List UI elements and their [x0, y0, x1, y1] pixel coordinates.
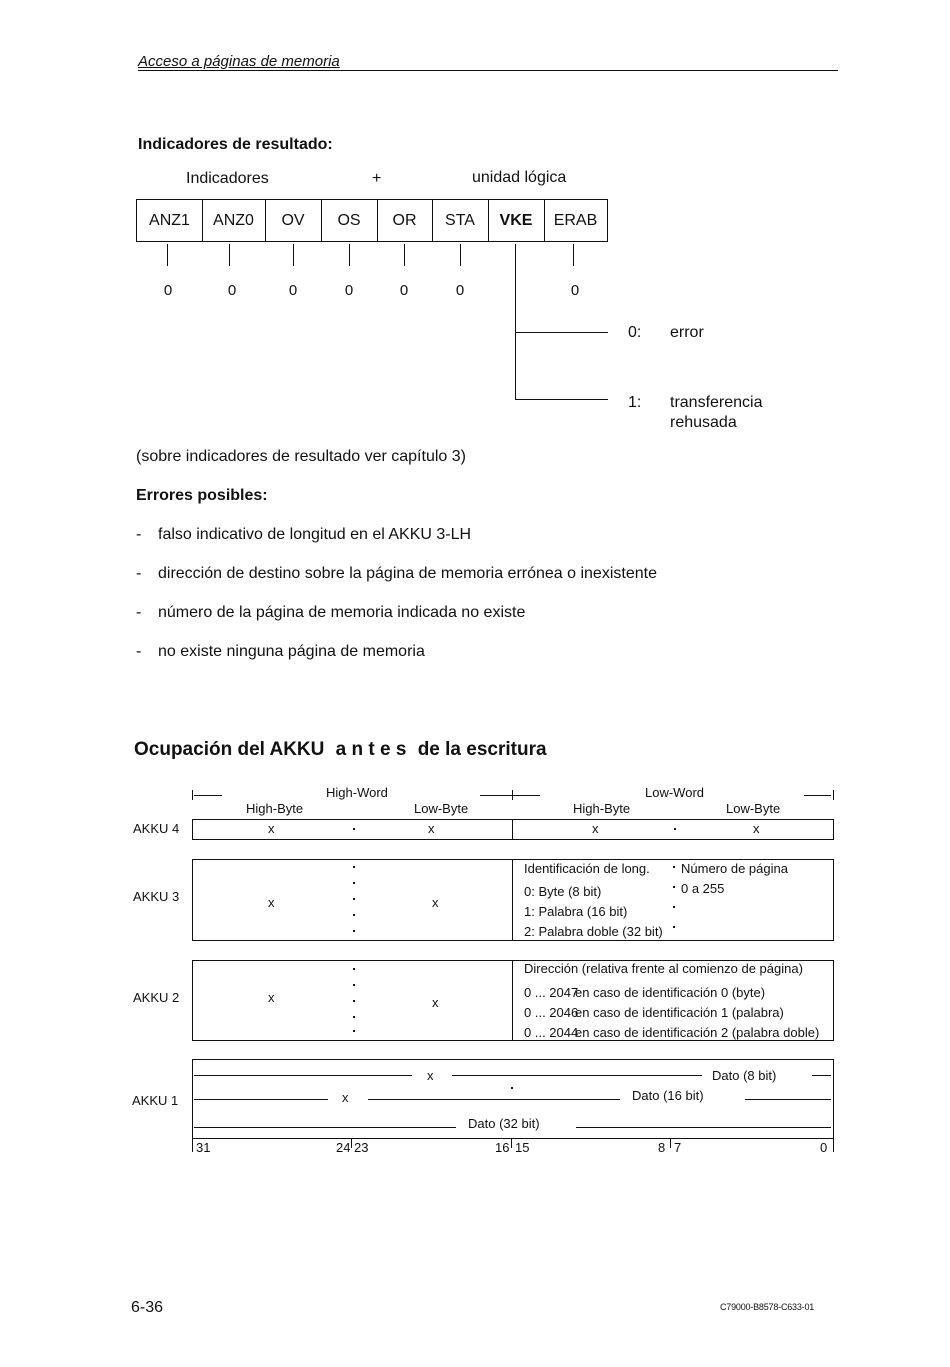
- flag-value: 0: [455, 282, 465, 299]
- bit-tick: [670, 1139, 671, 1148]
- byte-divider-dot: [353, 882, 355, 884]
- vke-branch-1: [515, 399, 608, 400]
- flag-sta: STA: [432, 199, 489, 242]
- flag-value: 0: [344, 282, 354, 299]
- address-range: 0 ... 2047: [524, 985, 579, 1000]
- akku-heading-part1: Ocupación del AKKU: [134, 739, 325, 760]
- akku-heading-part2: de la escritura: [417, 739, 547, 760]
- akku1-row2-line: [194, 1099, 328, 1100]
- address-desc: en caso de identificación 1 (palabra): [575, 1005, 784, 1020]
- flag-anz0: ANZ0: [202, 199, 266, 242]
- low-byte-label: Low-Byte: [414, 801, 469, 816]
- akku1-row2-x: x: [342, 1090, 349, 1105]
- akku1-row3-label: Dato (32 bit): [468, 1116, 540, 1131]
- byte-divider-dot: [353, 828, 355, 830]
- byte-divider-dot: [674, 828, 676, 830]
- header-rule: [138, 70, 838, 71]
- error-item-text: dirección de destino sobre la página de memoria errónea o inexistente: [158, 565, 657, 582]
- byte-divider-dot: [673, 866, 675, 868]
- ident-item: 2: Palabra doble (32 bit): [524, 924, 663, 939]
- low-byte-label: Low-Byte: [726, 801, 781, 816]
- akku1-row3-line: [194, 1127, 456, 1128]
- vke-state-0-text: error: [670, 324, 704, 341]
- akku2-cell: x: [268, 990, 275, 1005]
- bullet-dash: -: [136, 604, 142, 621]
- flag-value: 0: [570, 282, 580, 299]
- bullet-dash: -: [136, 643, 142, 660]
- akku4-cell: x: [592, 821, 599, 836]
- flags-group-right: unidad lógica: [472, 169, 567, 186]
- flag-value: 0: [399, 282, 409, 299]
- bit-position: 0: [820, 1140, 828, 1155]
- error-item-text: número de la página de memoria indicada no existe: [158, 604, 526, 621]
- bit-position: 23: [354, 1140, 369, 1155]
- akku4-cell: x: [428, 821, 435, 836]
- byte-divider-dot: [353, 866, 355, 868]
- flag-or: OR: [377, 199, 433, 242]
- akku1-row1-line: [194, 1075, 412, 1076]
- bit-position: 8: [658, 1140, 666, 1155]
- flag-tick: [349, 244, 350, 266]
- byte-divider-dot: [353, 914, 355, 916]
- bullet-dash: -: [136, 526, 142, 543]
- bit-position: 16: [495, 1140, 510, 1155]
- vke-state-0-code: 0:: [628, 324, 642, 341]
- akku4-cell: x: [268, 821, 275, 836]
- flag-tick: [404, 244, 405, 266]
- word-bracket-mid: [512, 790, 513, 800]
- ident-title: Identificación de long.: [524, 861, 650, 876]
- bit-tick: [833, 1139, 834, 1152]
- word-arrow: [480, 795, 540, 796]
- bit-position: 15: [515, 1140, 530, 1155]
- akku1-label: AKKU 1: [132, 1093, 179, 1108]
- address-title: Dirección (relativa frente al comienzo de página): [524, 961, 803, 976]
- running-header: Acceso a páginas de memoria: [138, 53, 340, 70]
- akku4-cell: x: [753, 821, 760, 836]
- flag-value: 0: [288, 282, 298, 299]
- byte-divider-dot: [353, 1016, 355, 1018]
- flags-plus: +: [372, 170, 382, 187]
- flag-ov: OV: [265, 199, 322, 242]
- byte-divider-dot: [673, 926, 675, 928]
- akku3-cell: x: [432, 895, 439, 910]
- address-desc: en caso de identificación 2 (palabra doble): [575, 1025, 820, 1040]
- bit-position: 24: [336, 1140, 351, 1155]
- high-byte-label: High-Byte: [573, 801, 631, 816]
- low-word-label: Low-Word: [645, 785, 705, 800]
- word-arrow: [804, 795, 831, 796]
- vke-branch-0: [515, 332, 608, 333]
- flag-anz1: ANZ1: [137, 199, 203, 242]
- ident-item: 0: Byte (8 bit): [524, 884, 602, 899]
- word-bracket-left: [192, 790, 193, 800]
- byte-divider-dot: [353, 984, 355, 986]
- bit-tick: [511, 1139, 512, 1148]
- akku1-row2-label: Dato (16 bit): [632, 1088, 704, 1103]
- akku1-row3-line: [576, 1127, 831, 1128]
- akku3-word-divider: [512, 859, 513, 941]
- address-desc: en caso de identificación 0 (byte): [575, 985, 766, 1000]
- akku4-word-divider: [512, 819, 513, 840]
- akku-heading-spaced: a n t e s: [335, 739, 407, 760]
- akku1-row1-line: [452, 1075, 702, 1076]
- akku2-cell: x: [432, 995, 439, 1010]
- byte-divider-dot: [511, 1087, 513, 1089]
- byte-divider-dot: [673, 886, 675, 888]
- high-byte-label: High-Byte: [246, 801, 304, 816]
- vke-state-1-text2: rehusada: [670, 414, 737, 431]
- word-arrow: [194, 795, 222, 796]
- byte-divider-dot: [353, 1000, 355, 1002]
- akku1-row1-line: [812, 1075, 831, 1076]
- byte-divider-dot: [353, 1030, 355, 1032]
- ident-item: 1: Palabra (16 bit): [524, 904, 628, 919]
- word-bracket-right: [833, 790, 834, 800]
- akku1-row2-line: [745, 1099, 831, 1100]
- byte-divider-dot: [673, 906, 675, 908]
- errors-heading: Errores posibles:: [136, 487, 268, 504]
- flags-group-left: Indicadores: [186, 170, 269, 187]
- bit-position: 31: [196, 1140, 211, 1155]
- bit-tick: [192, 1139, 193, 1152]
- akku1-row1-label: Dato (8 bit): [712, 1068, 777, 1083]
- flag-tick: [167, 244, 168, 266]
- byte-divider-dot: [353, 968, 355, 970]
- flag-tick: [573, 244, 574, 266]
- flag-os: OS: [321, 199, 378, 242]
- akku3-label: AKKU 3: [133, 889, 180, 904]
- vke-branch-line: [515, 244, 516, 400]
- akku2-word-divider: [512, 960, 513, 1041]
- error-item-text: falso indicativo de longitud en el AKKU 3-LH: [158, 526, 472, 543]
- address-range: 0 ... 2044: [524, 1025, 579, 1040]
- akku1-row2-line: [368, 1099, 620, 1100]
- akku4-label: AKKU 4: [133, 821, 180, 836]
- bit-tick: [351, 1139, 352, 1148]
- bit-position: 7: [674, 1140, 682, 1155]
- byte-divider-dot: [353, 930, 355, 932]
- flag-erab: ERAB: [553, 211, 598, 229]
- vke-state-1-text: transferencia: [670, 394, 763, 411]
- akku2-label: AKKU 2: [133, 990, 180, 1005]
- vke-state-1-code: 1:: [628, 394, 642, 411]
- document-code: C79000-B8578-C633-01: [720, 1302, 815, 1312]
- byte-divider-dot: [353, 898, 355, 900]
- page-number: 6-36: [131, 1299, 164, 1316]
- page-number-title: Número de página: [681, 861, 788, 876]
- flag-vke: VKE: [488, 199, 545, 242]
- bullet-dash: -: [136, 565, 142, 582]
- flags-note: (sobre indicadores de resultado ver capítulo 3): [136, 448, 466, 465]
- akku-section-heading: [134, 739, 547, 761]
- flag-tick: [293, 244, 294, 266]
- akku3-cell: x: [268, 895, 275, 910]
- address-range: 0 ... 2046: [524, 1005, 579, 1020]
- akku4-register: [192, 819, 834, 840]
- flag-tick: [229, 244, 230, 266]
- flag-value: 0: [163, 282, 173, 299]
- flag-tick: [460, 244, 461, 266]
- error-item-text: no existe ninguna página de memoria: [158, 643, 425, 660]
- page-number-range: 0 a 255: [681, 881, 725, 896]
- akku1-row1-x: x: [427, 1068, 434, 1083]
- high-word-label: High-Word: [326, 785, 388, 800]
- flag-value: 0: [227, 282, 237, 299]
- result-flags-heading: Indicadores de resultado:: [138, 136, 333, 153]
